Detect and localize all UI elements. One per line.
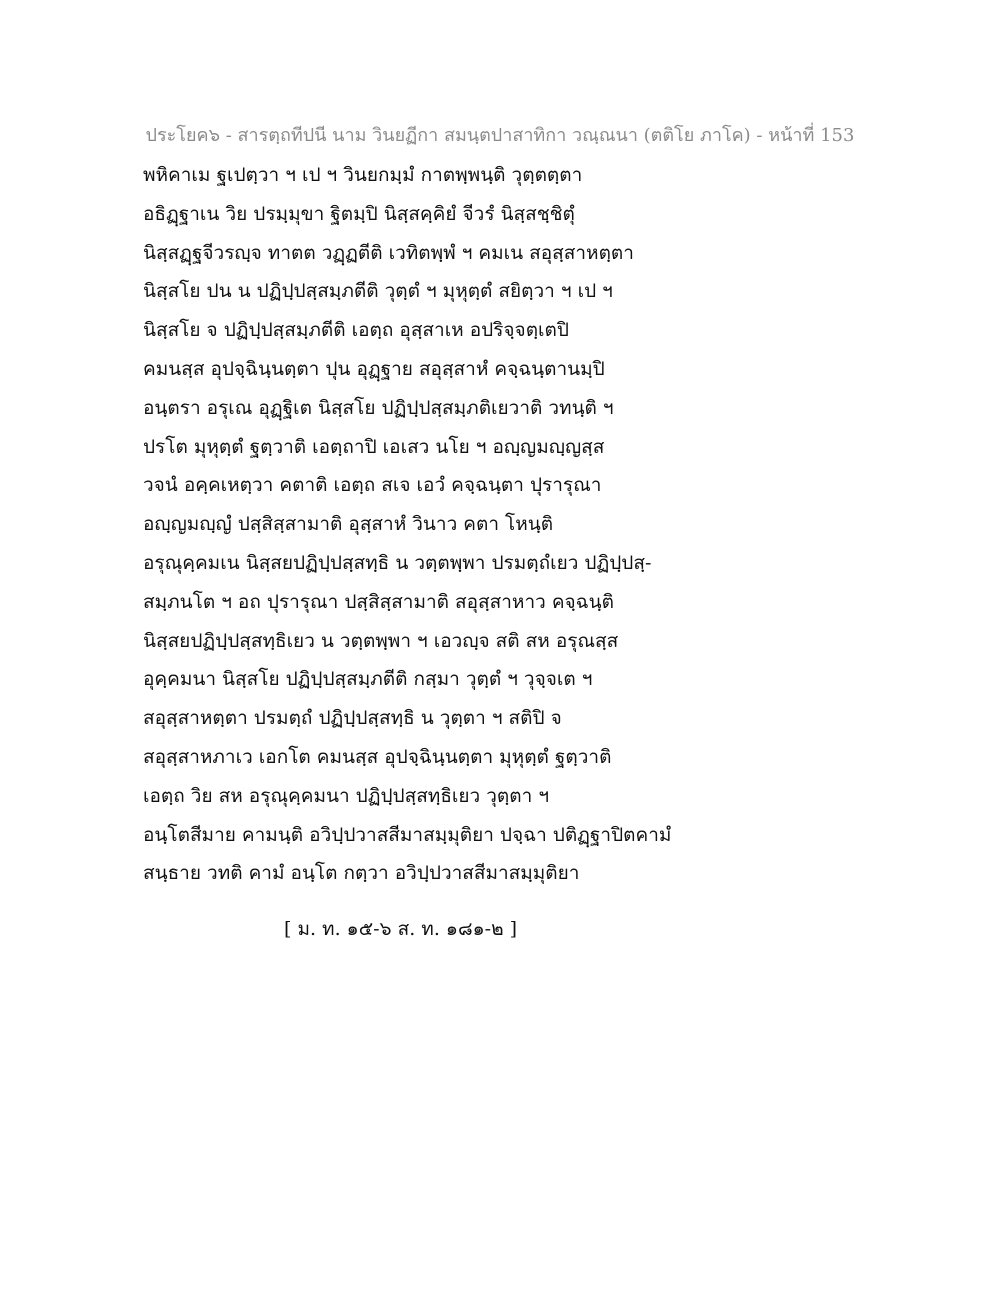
text-line: พหิคาเม ฐเปตฺวา ฯ เป ฯ วินยกมฺมํ กาตพฺพนฺติ วุตฺตตฺตา (143, 164, 583, 186)
text-line: อญฺญมญฺญํ ปสฺสิสฺสามาติ อุสฺสาหํ วินาว คตา โหนฺติ (143, 513, 554, 536)
text-line: นิสฺสโย ปน น ปฏิปฺปสฺสมฺภตีติ วุตฺตํ ฯ มุหุตฺตํ สยิตฺวา ฯ เป ฯ (143, 280, 613, 303)
text-line: นิสฺสยปฏิปฺปสฺสทฺธิเยว น วตฺตพฺพา ฯ เอวญฺจ สติ สห อรุณสฺส (143, 629, 619, 652)
text-line: นิสฺสโย จ ปฏิปฺปสฺสมฺภตีติ เอตฺถ อุสฺสาเห อปริจฺจตฺเตปิ (143, 319, 569, 342)
text-line: สอุสฺสาหภาเว เอกโต คมนสฺส อุปจฺฉินฺนตฺตา มุหุตฺตํ ฐตฺวาติ (143, 745, 612, 768)
text-line: อุคฺคมนา นิสฺสโย ปฏิปฺปสฺสมฺภตีติ กสฺมา วุตฺตํ ฯ วุจฺจเต ฯ (143, 668, 593, 691)
text-line: อนฺโตสีมาย คามนฺติ อวิปฺปวาสสีมาสมฺมุติยา ปจฺฉา ปติฏฺฐาปิตคามํ (143, 823, 672, 846)
text-line: วจนํ อคฺคเหตฺวา คตาติ เอตฺถ สเจ เอวํ คจฺฉนฺตา ปุรารุณา (143, 474, 602, 497)
text-line: สมฺภนโต ฯ อถ ปุรารุณา ปสฺสิสฺสามาติ สอุสฺสาหาว คจฺฉนฺติ (143, 590, 614, 613)
text-line: ปรโต มุหุตฺตํ ฐตฺวาติ เอตฺถาปิ เอเสว นโย ฯ อญฺญมญฺญสฺส (143, 435, 605, 458)
text-line: เอตฺถ วิย สห อรุณุคฺคมนา ปฏิปฺปสฺสทฺธิเยว วุตฺตา ฯ (143, 784, 549, 807)
text-line: อธิฏฺฐาเน วิย ปรมฺมุขา ฐิตมฺปิ นิสฺสคฺคิยํ จีวรํ นิสฺสชฺชิตุํ (143, 202, 575, 225)
running-header: ประโยค๖ - สารตฺถทีปนี นาม วินยฏีกา สมนฺตปาสาทิกา วณฺณนา (ตติโย ภาโค) - หน้าที่ 153 (145, 125, 855, 146)
text-line: สอุสฺสาหตฺตา ปรมตฺถํ ปฏิปฺปสฺสทฺธิ น วุตฺตา ฯ สติปิ จ (143, 707, 562, 730)
text-line: นิสฺสฏฺฐจีวรญฺจ ทาตต วฏฺฏตีติ เวทิตพฺพํ ฯ คมเน สอุสฺสาหตฺตา (143, 241, 634, 264)
text-line: คมนสฺส อุปจฺฉินฺนตฺตา ปุน อุฏฺฐาย สอุสฺสาหํ คจฺฉนฺตานมฺปิ (143, 357, 605, 380)
text-line: อนฺตรา อรุเณ อุฏฺฐิเต นิสฺสโย ปฏิปฺปสฺสมฺภติเยวาติ วทนฺติ ฯ (143, 396, 614, 419)
citation-reference: [ ม. ท. ๑๕-๖ ส. ท. ๑๘๑-๒ ] (284, 918, 518, 940)
text-line: สนฺธาย วทติ คามํ อนฺโต กตฺวา อวิปฺปวาสสีมาสมฺมุติยา (143, 862, 580, 885)
body-text (143, 156, 863, 893)
text-line: อรุณุคฺคมเน นิสฺสยปฏิปฺปสฺสทฺธิ น วตฺตพฺพา ปรมตฺถํเยว ปฏิปฺปสฺ- (143, 551, 652, 574)
